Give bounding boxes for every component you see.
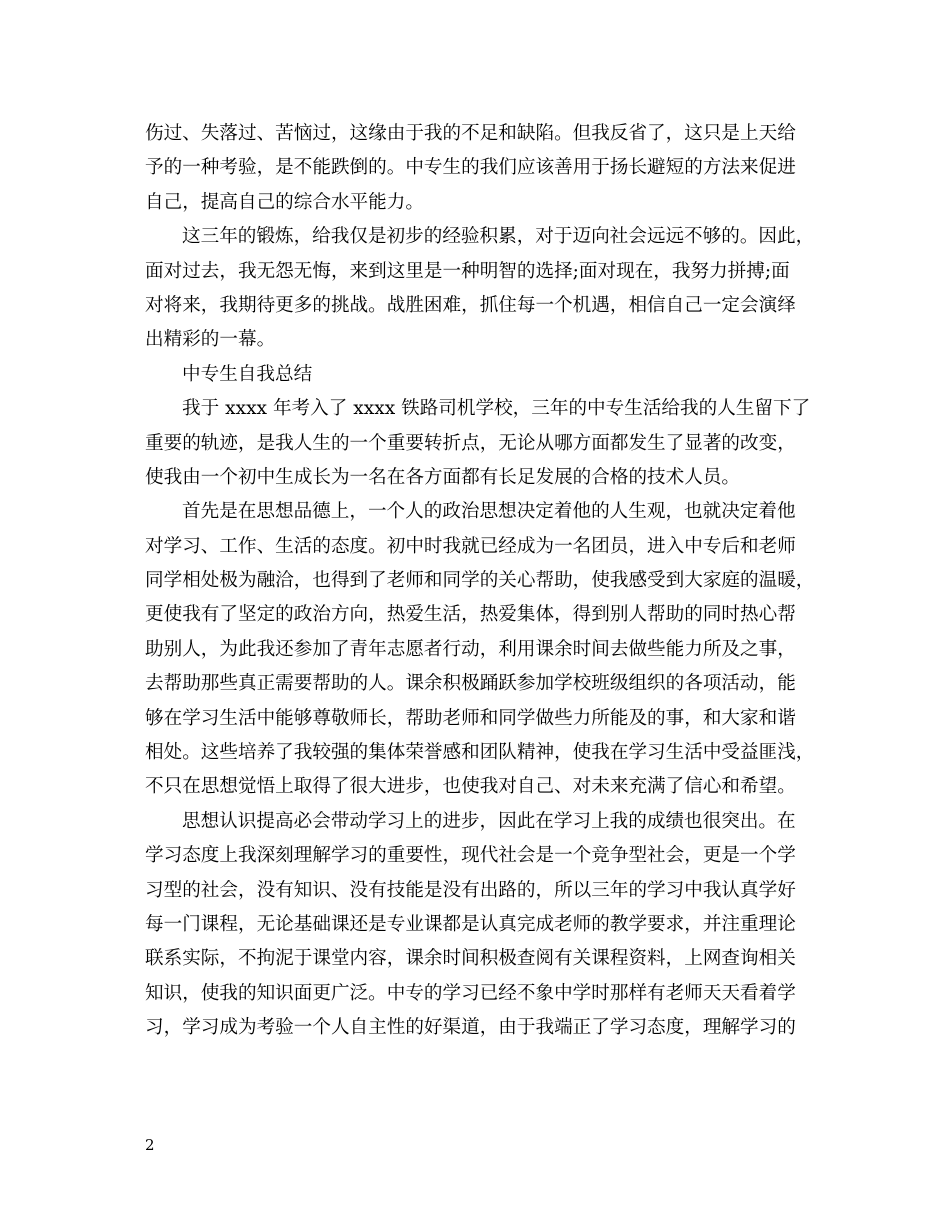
text-line: 这三年的锻炼，给我仅是初步的经验积累，对于迈向社会远远不够的。因此， xyxy=(182,226,815,248)
text-line: 去帮助那些真正需要帮助的人。课余积极踊跃参加学校班级组织的各项活动，能 xyxy=(145,673,796,695)
text-line: 更使我有了坚定的政治方向，热爱生活，热爱集体，得到别人帮助的同时热心帮 xyxy=(145,604,796,626)
text-line: 知识，使我的知识面更广泛。中专的学习已经不象中学时那样有老师天天看着学 xyxy=(145,982,796,1004)
text-line: 习型的社会，没有知识、没有技能是没有出路的，所以三年的学习中我认真学好 xyxy=(145,879,796,901)
text-line: 对学习、工作、生活的态度。初中时我就已经成为一名团员，进入中专后和老师 xyxy=(145,535,796,557)
text-line: 自己，提高自己的综合水平能力。 xyxy=(145,191,424,213)
text-line: 中专生自我总结 xyxy=(182,363,313,385)
text-line: 使我由一个初中生成长为一名在各方面都有长足发展的合格的技术人员。 xyxy=(145,466,741,488)
text-line: 习，学习成为考验一个人自主性的好渠道，由于我端正了学习态度，理解学习的 xyxy=(145,1017,796,1039)
page-number: 2 xyxy=(145,1136,155,1154)
text-line: 对将来，我期待更多的挑战。战胜困难，抓住每一个机遇，相信自己一定会演绎 xyxy=(145,294,796,316)
text-line: 学习态度上我深刻理解学习的重要性，现代社会是一个竞争型社会，更是一个学 xyxy=(145,845,796,867)
text-line: 予的一种考验，是不能跌倒的。中专生的我们应该善用于扬长避短的方法来促进 xyxy=(145,157,796,179)
text-line: 思想认识提高必会带动学习上的进步，因此在学习上我的成绩也很突出。在 xyxy=(182,810,796,832)
text-line: 重要的轨迹，是我人生的一个重要转折点，无论从哪方面都发生了显著的改变， xyxy=(145,432,796,454)
text-line: 助别人，为此我还参加了青年志愿者行动，利用课余时间去做些能力所及之事， xyxy=(145,638,796,660)
text-line: 不只在思想觉悟上取得了很大进步，也使我对自己、对未来充满了信心和希望。 xyxy=(145,776,796,798)
text-line: 伤过、失落过、苦恼过，这缘由于我的不足和缺陷。但我反省了，这只是上天给 xyxy=(145,123,796,144)
text-line: 出精彩的一幕。 xyxy=(145,329,276,351)
document-body xyxy=(145,117,815,1046)
text-line: 我于 xxxx 年考入了 xxxx 铁路司机学校，三年的中专生活给我的人生留下了 xyxy=(182,398,811,420)
text-line: 相处。这些培养了我较强的集体荣誉感和团队精神，使我在学习生活中受益匪浅， xyxy=(145,742,815,764)
text-line: 面对过去，我无怨无悔，来到这里是一种明智的选择;面对现在，我努力拼搏;面 xyxy=(145,260,790,282)
text-line: 够在学习生活中能够尊敬师长，帮助老师和同学做些力所能及的事，和大家和谐 xyxy=(145,707,796,729)
text-line: 联系实际，不拘泥于课堂内容，课余时间积极查阅有关课程资料，上网查询相关 xyxy=(145,948,796,970)
text-line: 首先是在思想品德上，一个人的政治思想决定着他的人生观，也就决定着他 xyxy=(182,501,796,523)
text-line: 每一门课程，无论基础课还是专业课都是认真完成老师的教学要求，并注重理论 xyxy=(145,913,796,935)
text-line: 同学相处极为融洽，也得到了老师和同学的关心帮助，使我感受到大家庭的温暖， xyxy=(145,570,815,592)
